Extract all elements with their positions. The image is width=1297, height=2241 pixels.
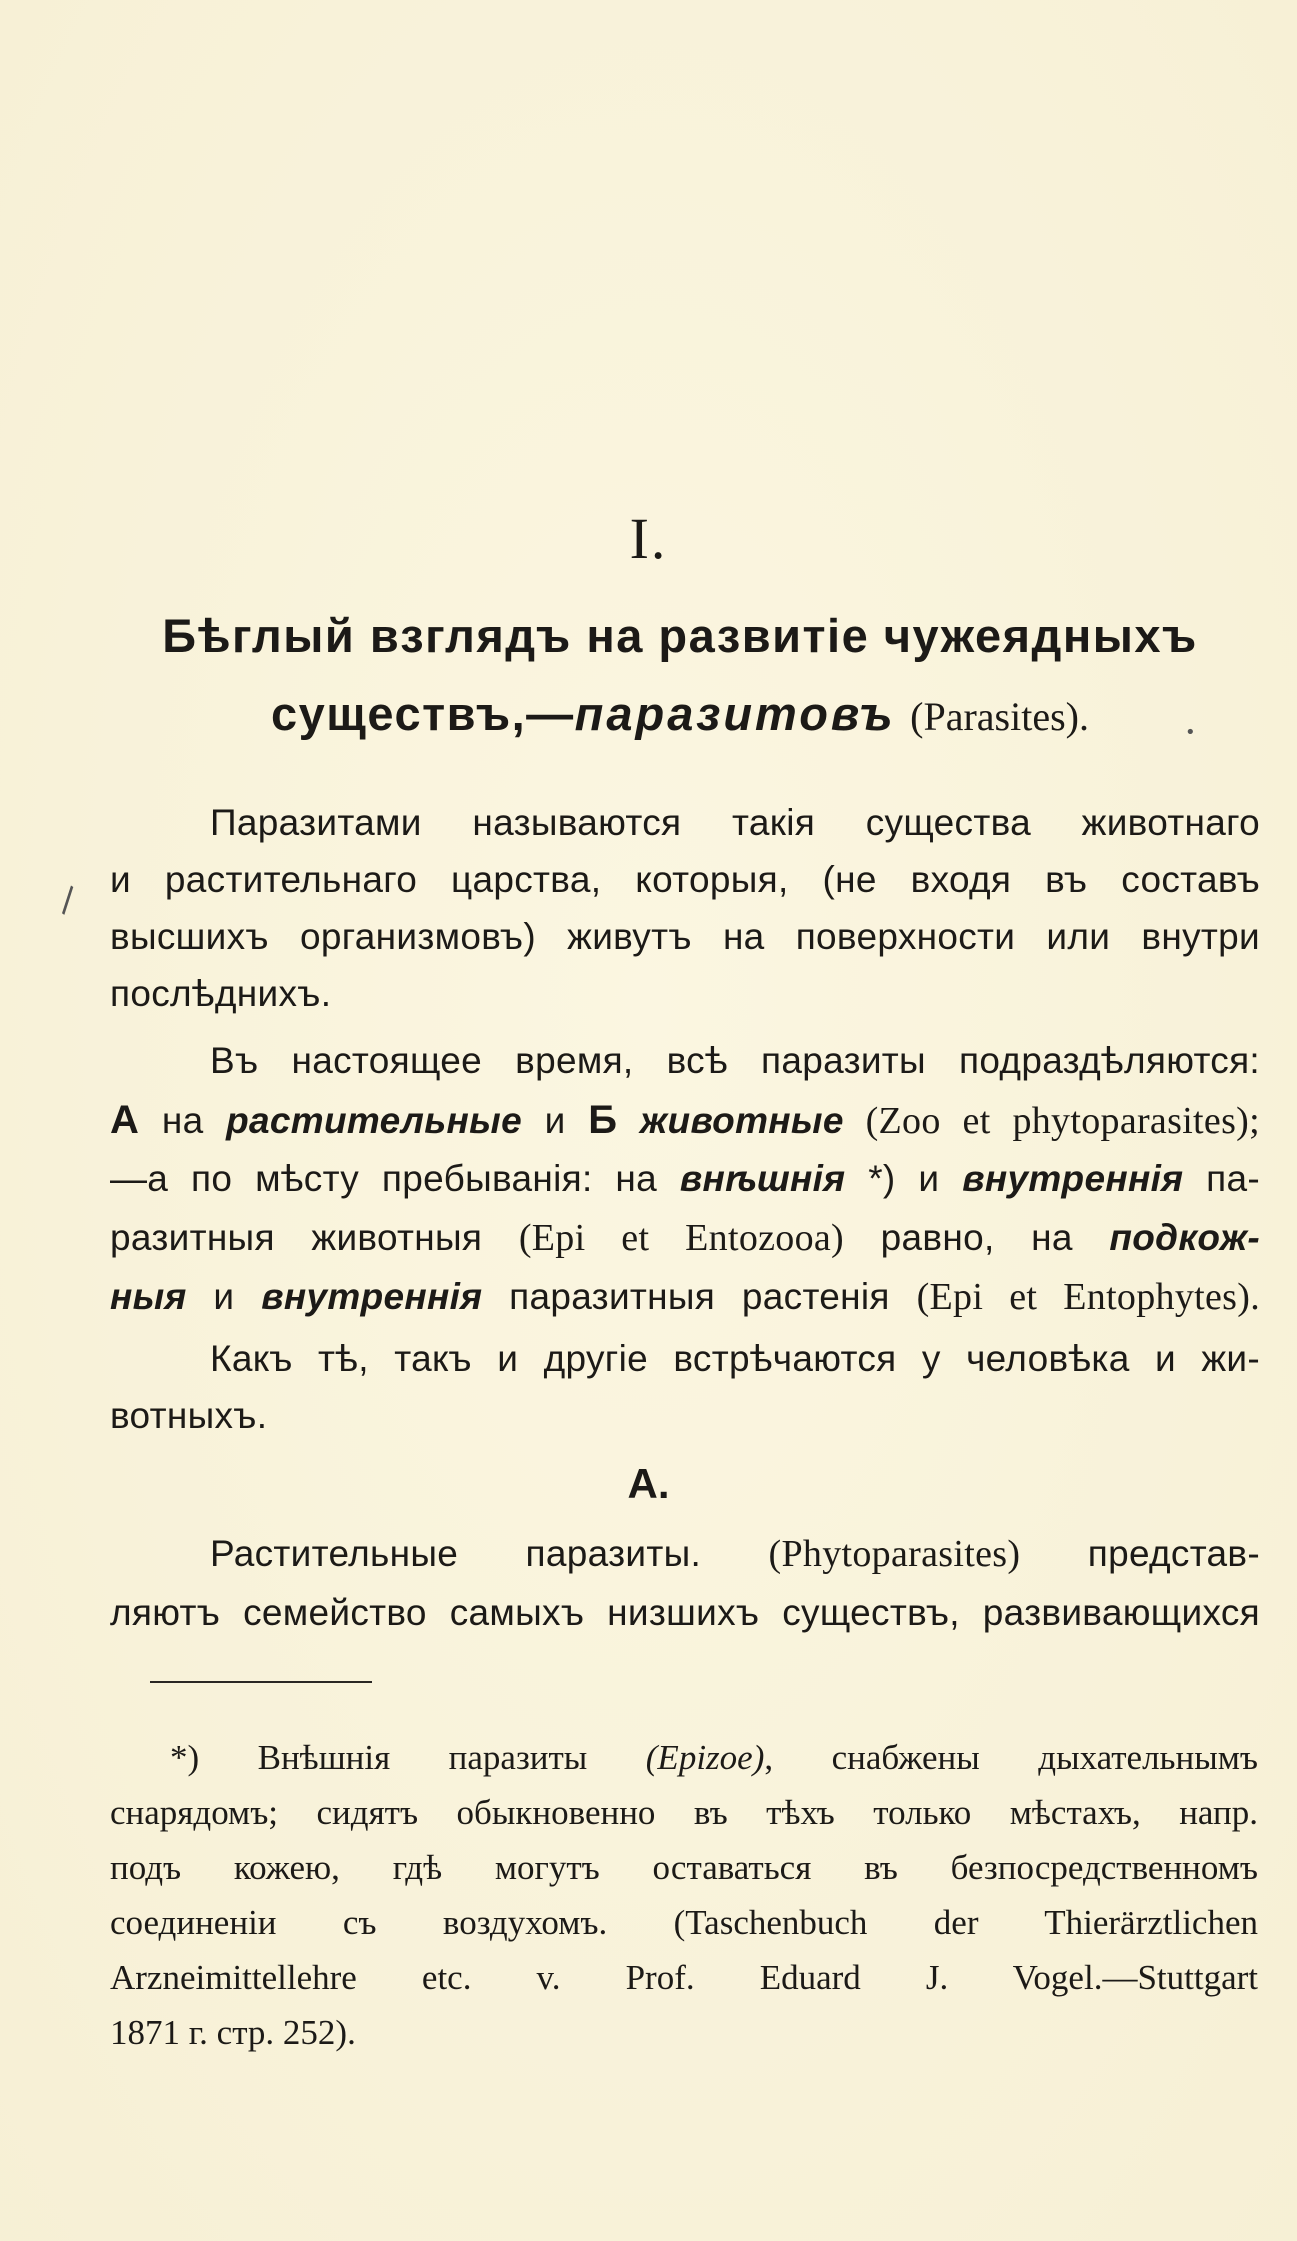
italic-term: внутреннія — [962, 1158, 1184, 1199]
italic-term: животные — [640, 1100, 844, 1141]
text-span: и — [186, 1276, 262, 1317]
footnote-separator — [150, 1681, 372, 1683]
chapter-number: I. — [629, 506, 668, 571]
latin-term: (Zoo et phytoparasites); — [843, 1100, 1260, 1142]
paragraph-1-line-3: высшихъ организмовъ) живутъ на поверхности или внутри — [110, 916, 1260, 957]
text-span — [617, 1100, 640, 1141]
chapter-title-plain: существъ,— — [271, 687, 575, 740]
letter-a: A — [110, 1098, 140, 1142]
margin-mark: \ — [51, 880, 84, 920]
paragraph-2-line-2 — [110, 1098, 1260, 1143]
text-span: и — [521, 1100, 589, 1141]
footnote-line-4: соединеніи съ воздухомъ. (Taschenbuch der Thierärztlichen — [110, 1903, 1258, 1942]
paragraph-2-line-4 — [110, 1216, 1260, 1260]
text-span: на — [139, 1100, 227, 1141]
paragraph-3-line-1: Какъ тѣ, такъ и другіе встрѣчаются у человѣка и жи- — [210, 1338, 1260, 1379]
paragraph-1-line-4: послѣднихъ. — [110, 973, 332, 1014]
text-span: паразитныя растенія — [482, 1276, 917, 1317]
footnote-line-1 — [170, 1737, 1258, 1779]
paragraph-4-line-1 — [210, 1532, 1260, 1576]
paragraph-1-line-1: Паразитами называются такія существа животнаго — [210, 802, 1260, 843]
paragraph-3-line-2: вотныхъ. — [110, 1395, 268, 1436]
paragraph-2-line-5 — [110, 1275, 1260, 1319]
speck-mark: • — [1185, 722, 1196, 743]
text-span: , снабжены дыхательнымъ — [764, 1738, 1259, 1777]
chapter-title-line-2 — [110, 686, 1250, 741]
section-letter: A. — [627, 1460, 670, 1507]
text-span: *) и — [845, 1158, 963, 1199]
footnote-line-3: подъ кожею, гдѣ могутъ оставаться въ безпосредственномъ — [110, 1848, 1258, 1887]
italic-term: подкож- — [1109, 1217, 1260, 1258]
latin-term: (Phytoparasites) — [768, 1533, 1021, 1575]
text-span: *) Внѣшнія паразиты — [170, 1738, 646, 1777]
italic-term: внутреннія — [261, 1276, 483, 1317]
paragraph-4-line-2: ляютъ семейство самыхъ низшихъ существъ, развивающихся — [110, 1592, 1260, 1633]
chapter-title-italic: паразитовъ — [574, 687, 896, 740]
italic-term: (Epizoe) — [645, 1738, 765, 1777]
chapter-title-line-1: Бѣглый взглядъ на развитіе чужеядныхъ — [162, 609, 1198, 662]
latin-term: (Epi et Entophytes). — [916, 1276, 1260, 1318]
text-span: Растительные паразиты. — [210, 1533, 769, 1574]
paragraph-1-line-2: и растительнаго царства, которыя, (не входя въ составъ — [110, 859, 1260, 900]
chapter-title-latin: (Parasites). — [910, 694, 1089, 739]
text-span: —а по мѣсту пребыванія: на — [110, 1158, 680, 1199]
letter-b: Б — [588, 1098, 618, 1142]
text-span: па- — [1183, 1158, 1260, 1199]
footnote-line-6: 1871 г. стр. 252). — [110, 2013, 356, 2052]
italic-term: растительные — [226, 1100, 522, 1141]
text-span: представ- — [1020, 1533, 1260, 1574]
text-span: разитныя животныя — [110, 1217, 519, 1258]
footnote-line-5: Arzneimittellehre etc. v. Prof. Eduard J. Vogel.—Stuttgart — [110, 1958, 1258, 1997]
text-span: равно, на — [844, 1217, 1110, 1258]
footnote-line-2: снарядомъ; сидятъ обыкновенно въ тѣхъ только мѣстахъ, напр. — [110, 1793, 1258, 1832]
italic-term: ныя — [110, 1276, 187, 1317]
paragraph-2-line-1: Въ настоящее время, всѣ паразиты подраздѣляются: — [210, 1040, 1260, 1081]
latin-term: (Epi et Entozooa) — [518, 1217, 845, 1259]
italic-term: внѣшнія — [679, 1158, 846, 1199]
paragraph-2-line-3 — [110, 1157, 1260, 1201]
